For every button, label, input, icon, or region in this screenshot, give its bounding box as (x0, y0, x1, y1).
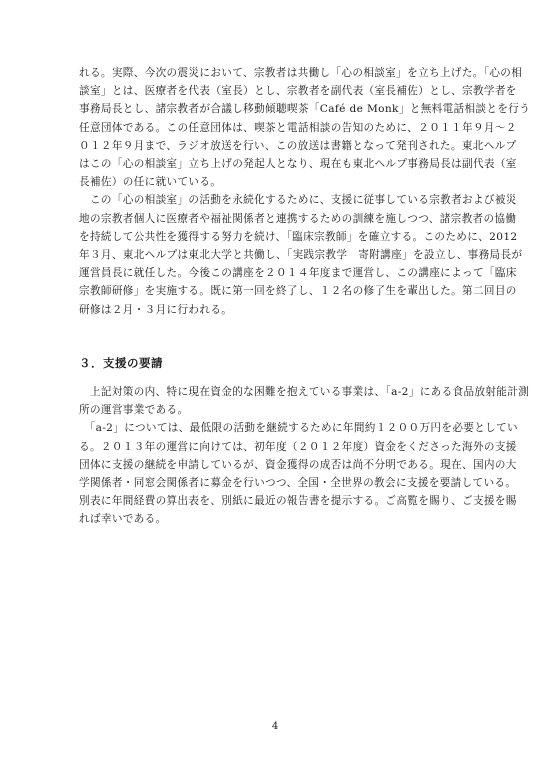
text-line: 別表に年間経費の算出表を、別紙に最近の報告書を提示する。ご高覧を賜り、ご支援を賜 (79, 495, 517, 508)
text-line: 任意団体である。この任意団体は、喫茶と電話相談の告知のために、２０１１年９月～２ (79, 121, 517, 134)
text-line: 「a-2」については、最低限の活動を継続するために年間約１２００万円を必要としてい (79, 422, 518, 435)
text-line: 運営員長に就任した。今後この講座を２０１４年度まで運営し、この講座によって「臨床 (79, 267, 517, 280)
text-line: る。２０１３年の運営に向けては、初年度（２０１２年度）資金をくださった海外の支援 (79, 440, 517, 453)
text-line: を持続して公共性を獲得する努力を続け、「臨床宗教師」を確立する。このために、2012 (79, 230, 518, 243)
text-line: ０１２年９月まで、ラジオ放送を行い、この放送は書籍となって発刊された。東北ヘルプ (79, 139, 517, 152)
text-line: 年３月、東北ヘルプは東北大学と共働し、「実践宗教学 寄附講座」を設立し、事務局長が (79, 249, 523, 261)
text-line: れば幸いである。 (79, 513, 167, 526)
text-line: 地の宗教者個人に医療者や福祉関係者と連携するための訓練を施しつつ、諸宗教者の協働 (79, 212, 517, 225)
text-line: 事務局長とし、諸宗教者が合議し移動傾聴喫茶「Café de Monk」と無料電話相談とを行う (79, 103, 531, 116)
text-line: 学関係者・同窓会関係者に募金を行いつつ、全国・全世界の教会に支援を要請している。 (79, 477, 517, 489)
text-line: 研修は２月・３月に行われる。 (79, 303, 233, 316)
text-line: 所の運営事業である。 (79, 404, 189, 417)
section-heading: ３．支援の要請 (79, 356, 163, 370)
text-line: はこの「心の相談室」立ち上げの発起人となり、現在も東北ヘルプ事務局長は副代表（室 (79, 158, 517, 170)
text-line: 上記対策の内、特に現在資金的な困難を抱えている事業は、「a-2」にある食品放射能計測 (79, 386, 530, 398)
text-line: 団体に支援の継続を申請しているが、資金獲得の成否は尚不分明である。現在、国内の大 (79, 458, 517, 471)
text-line: れる。実際、今次の震災において、宗教者は共働し「心の相談室」を立ち上げた。「心の相 (79, 67, 523, 79)
page-number: 4 (271, 721, 279, 732)
text-line: この「心の相談室」の活動を永続化するために、支援に従事している宗教者および被災 (79, 194, 517, 207)
text-line: 宗教師研修」を実施する。既に第一回を終了し、１２名の修了生を輩出した。第二回目の (79, 285, 517, 298)
text-line: 談室」とは、医療者を代表（室長）とし、宗教者を副代表（室長補佐）とし、宗教学者を (79, 85, 517, 98)
text-line: 長補佐）の任に就いている。 (79, 176, 222, 189)
